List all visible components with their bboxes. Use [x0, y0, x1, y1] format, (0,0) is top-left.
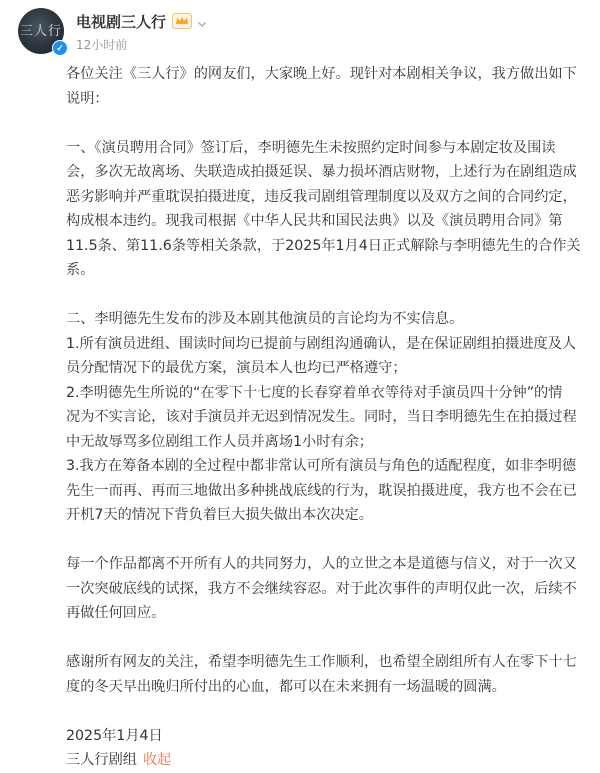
- intro-line-1: 各位关注《三人行》的网友们，大家晚上好。现针对本剧相关争议，我方做出如下: [66, 66, 577, 82]
- chevron-down-icon[interactable]: [196, 15, 208, 27]
- signature-line: [66, 748, 586, 773]
- section-2-line-8: 先生一而再、再而三地做出多种挑战底线的行为，耽误拍摄进度，我方也不会在已: [66, 482, 577, 499]
- section-1-line-5: 11.5条、第11.6条等相关条款，于2025年1月4日正式解除与李明德先生的合作关: [66, 237, 581, 254]
- section-4-line-1: 感谢所有网友的关注，希望李明德先生工作顺利，也希望全剧组所有人在零下十七: [66, 654, 577, 670]
- section-3-line-2: 一次突破底线的试探，我方不会继续容忍。对于此次事件的声明仅此一次，后续不: [66, 580, 577, 597]
- name-row: [76, 10, 208, 32]
- section-2-line-2: 1.所有演员进组、围读时间均已提前与剧组沟通确认，是在保证剧组拍摄进度及人: [66, 335, 577, 352]
- paragraph-gap: [66, 528, 586, 553]
- section-3-line-3: 再做任何回应。: [66, 605, 166, 621]
- section-2-line-4: 2.李明德先生所说的“在零下十七度的长春穿着单衣等待对手演员四十分钟”的情: [66, 384, 563, 401]
- section-1-line-1: 一、《演员聘用合同》签订后，李明德先生未按照约定时间参与本剧定妆及围读: [66, 139, 556, 156]
- section-1-line-3: 恶劣影响并严重耽误拍摄进度，违反我司剧组管理制度以及双方之间的合同约定，: [66, 188, 577, 205]
- post-body: [66, 62, 586, 773]
- section-2-line-3: 员分配情况下的最优方案，演员本人也均已严格遵守；: [66, 360, 407, 376]
- section-2-line-6: 中无故辱骂多位剧组工作人员并离场1小时有余；: [66, 433, 373, 450]
- section-4-line-2: 度的冬天早出晚归所付出的心血，都可以在未来拥有一场温暖的圆满。: [66, 678, 506, 695]
- statement-date: 2025年1月4日: [66, 727, 163, 744]
- crown-icon[interactable]: [172, 13, 192, 29]
- account-name[interactable]: 电视剧三人行: [76, 12, 167, 31]
- verified-icon: ✓: [52, 40, 68, 56]
- avatar-text: 三人行: [19, 24, 62, 39]
- section-1-line-2: 会，多次无故离场、失联造成拍摄延误、暴力损坏酒店财物，上述行为在剧组造成: [66, 164, 577, 180]
- paragraph-gap: [66, 699, 586, 724]
- post-time: 12小时前: [76, 38, 128, 52]
- paragraph-gap: [66, 111, 586, 136]
- post-header: [18, 8, 578, 58]
- paragraph-gap: [66, 283, 586, 308]
- section-1-line-6: 系。: [66, 262, 95, 278]
- paragraph-gap: [66, 626, 586, 651]
- section-2-line-7: 3.我方在筹备本剧的全过程中都非常认可所有演员与角色的适配程度，如非李明德: [66, 458, 577, 474]
- signature: 三人行剧组: [66, 752, 137, 768]
- section-3-line-1: 每一个作品都离不开所有人的共同努力，人的立世之本是道德与信义，对于一次又: [66, 556, 577, 572]
- section-2-line-1: 二、李明德先生发布的涉及本剧其他演员的言论均为不实信息。: [66, 311, 464, 327]
- section-2-line-5: 况为不实言论，该对手演员并无迟到情况发生。同时，当日李明德先生在拍摄过程: [66, 409, 577, 425]
- section-2-line-9: 开机7天的情况下背负着巨大损失做出本次决定。: [66, 507, 373, 523]
- collapse-link[interactable]: 收起: [142, 752, 172, 768]
- intro-line-2: 说明：: [66, 90, 109, 107]
- section-1-line-4: 构成根本违约。现我司根据《中华人民共和国民法典》以及《演员聘用合同》第: [66, 213, 563, 229]
